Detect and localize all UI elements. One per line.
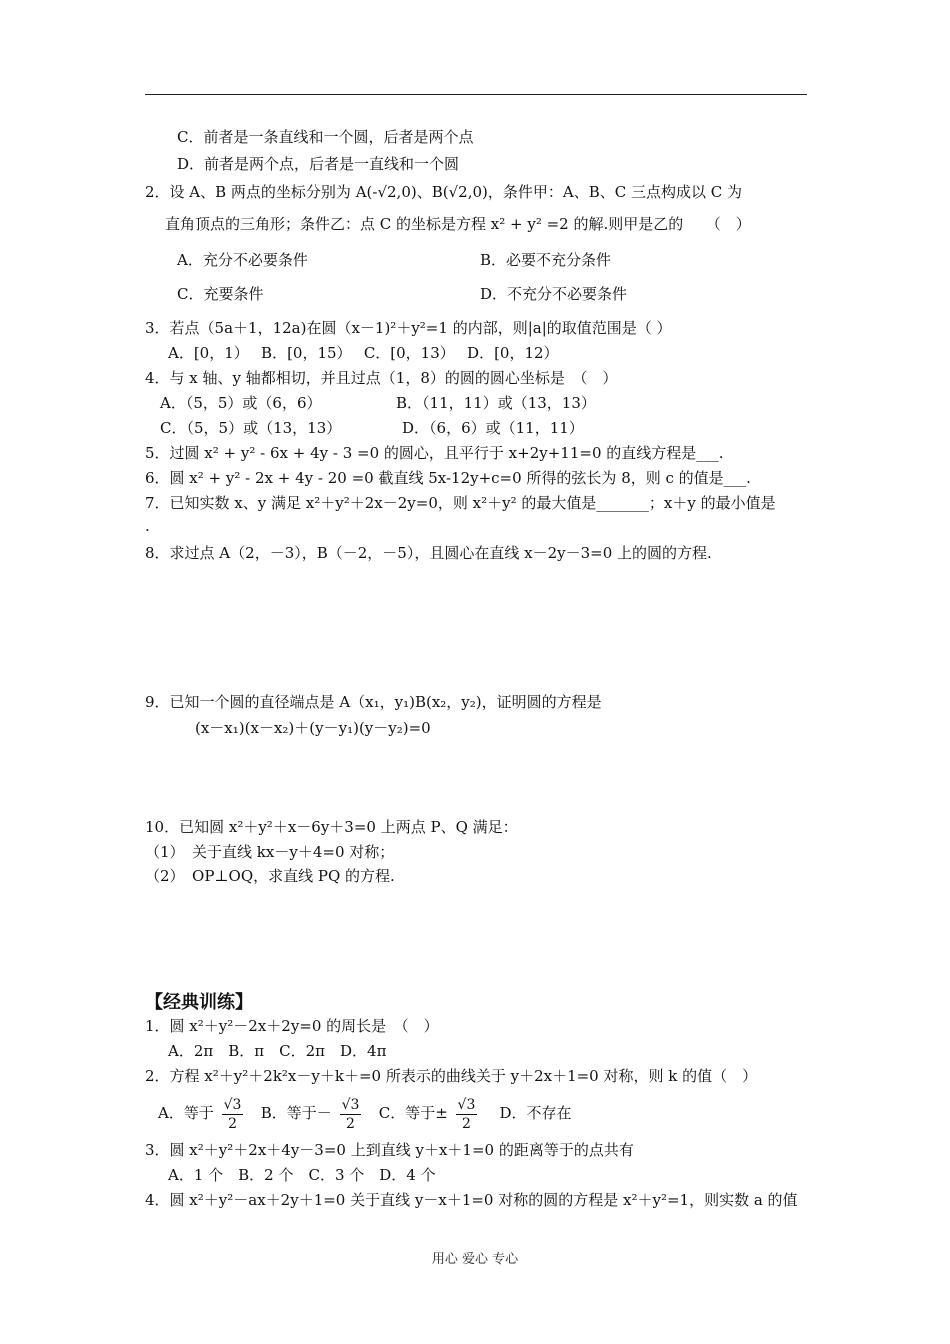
q1-option-c: C．前者是一条直线和一个圆，后者是两个点 [177, 128, 474, 146]
q2-option-b: B．必要不充分条件 [480, 251, 612, 269]
q2-line-2: 直角顶点的三角形；条件乙：点 C 的坐标是方程 x² + y² =2 的解.则甲是乙的 （ ） [165, 215, 751, 233]
fraction-numerator: √3 [457, 1096, 476, 1113]
q7-continuation: . [145, 517, 150, 535]
t3-options: A．1 个 B．2 个 C．3 个 D．4 个 [168, 1166, 436, 1184]
q2-option-d: D．不充分不必要条件 [480, 285, 628, 303]
q2-line-1: 2．设 A、B 两点的坐标分别为 A(-√2,0)、B(√2,0)，条件甲：A、B、C 三点构成以 C 为 [145, 183, 742, 201]
t1-stem: 1．圆 x²＋y²－2x＋2y=0 的周长是 （ ） [145, 1017, 439, 1035]
q10-condition-2: （2） OP⊥OQ，求直线 PQ 的方程. [145, 867, 395, 885]
q4-option-c: C．（5，5）或（13，13） [160, 419, 342, 437]
q2-option-a: A．充分不必要条件 [177, 251, 308, 269]
q4-option-d: D．（6，6）或（11，11） [402, 419, 584, 437]
t1-options: A．2π B．π C．2π D．4π [168, 1042, 387, 1060]
t2-option-b: B．等于－ [260, 1104, 332, 1122]
t4-stem: 4．圆 x²＋y²－ax＋2y＋1=0 关于直线 y－x＋1=0 对称的圆的方程是 x²＋y²=1，则实数 a 的值 [145, 1191, 798, 1209]
q9-equation: (x－x₁)(x－x₂)＋(y－y₁)(y－y₂)=0 [195, 719, 431, 737]
q7-stem: 7．已知实数 x、y 满足 x²＋y²＋2x－2y=0，则 x²＋y² 的最大值是_______；x＋y 的最小值是 [145, 494, 776, 512]
fraction-numerator: √3 [223, 1096, 242, 1113]
q1-option-d: D．前者是两个点，后者是一直线和一个圆 [177, 155, 460, 173]
q4-option-b: B．（11，11）或（13，13） [396, 394, 596, 412]
q8-stem: 8．求过点 A（2，－3），B（－2，－5），且圆心在直线 x－2y－3=0 上的圆的方程. [145, 544, 712, 562]
t2-options [158, 1090, 571, 1136]
t2-option-d: D．不存在 [499, 1104, 572, 1122]
t2-stem: 2．方程 x²＋y²＋2k²x－y＋k＋=0 所表示的曲线关于 y＋2x＋1=0 对称，则 k 的值（ ） [145, 1067, 758, 1085]
q10-condition-1: （1） 关于直线 kx－y＋4=0 对称； [145, 843, 395, 861]
t3-stem: 3．圆 x²＋y²＋2x＋4y－3=0 上到直线 y＋x＋1=0 的距离等于的点共有 [145, 1141, 634, 1159]
header-rule [145, 94, 807, 95]
q9-stem: 9．已知一个圆的直径端点是 A（x₁，y₁)B(x₂，y₂)，证明圆的方程是 [145, 693, 602, 711]
q3-options: A．[0，1） B．[0，15） C．[0，13） D．[0，12） [168, 344, 559, 362]
fraction-numerator: √3 [341, 1096, 360, 1113]
q4-stem: 4．与 x 轴、y 轴都相切，并且过点（1，8）的圆的圆心坐标是 （ ） [145, 369, 618, 387]
page-footer: 用心 爱心 专心 [431, 1252, 519, 1267]
fraction-denominator: 2 [462, 1115, 471, 1132]
fraction-denominator: 2 [346, 1115, 355, 1132]
q2-option-c: C．充要条件 [177, 285, 264, 303]
q5-stem: 5．过圆 x² + y² - 6x + 4y - 3 =0 的圆心，且平行于 x+2y+11=0 的直线方程是___. [145, 444, 724, 462]
fraction-sqrt3-over-2 [222, 1096, 244, 1133]
t2-option-a: A．等于 [158, 1104, 214, 1122]
q10-stem: 10．已知圆 x²＋y²＋x－6y＋3=0 上两点 P、Q 满足： [145, 818, 518, 836]
q4-option-a: A．（5，5）或（6，6） [160, 394, 322, 412]
fraction-sqrt3-over-2 [340, 1096, 362, 1133]
q6-stem: 6．圆 x² + y² - 2x + 4y - 20 =0 截直线 5x-12y+c=0 所得的弦长为 8，则 c 的值是___. [145, 469, 751, 487]
t2-option-c: C．等于± [378, 1104, 448, 1122]
q3-stem: 3．若点（5a＋1，12a)在圆（x－1)²＋y²=1 的内部，则|a|的取值范围是（ ） [145, 319, 672, 337]
fraction-denominator: 2 [228, 1115, 237, 1132]
section-heading: 【经典训练】 [145, 992, 253, 1013]
fraction-sqrt3-over-2 [456, 1096, 478, 1133]
